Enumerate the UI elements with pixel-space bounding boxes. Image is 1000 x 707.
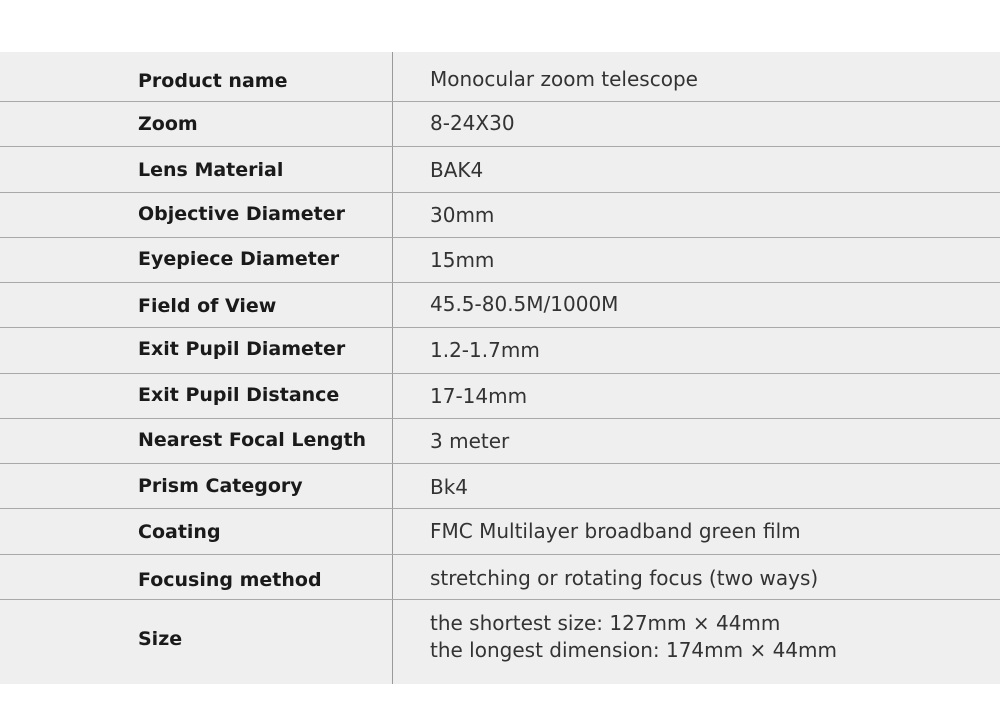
- spec-label: Exit Pupil Diameter: [138, 338, 346, 360]
- spec-table: [0, 52, 1000, 684]
- spec-label: Field of View: [138, 295, 277, 317]
- spec-label: Prism Category: [138, 475, 303, 497]
- spec-label: Zoom: [138, 113, 198, 135]
- spec-value: 45.5-80.5M/1000M: [430, 292, 619, 316]
- spec-value: 15mm: [430, 248, 495, 272]
- spec-value: 1.2-1.7mm: [430, 338, 540, 362]
- spec-row-exit-pupil-distance: [0, 374, 1000, 419]
- spec-row-focusing-method: [0, 555, 1000, 600]
- spec-row-prism-category: [0, 464, 1000, 509]
- spec-row-eyepiece-diameter: [0, 238, 1000, 283]
- spec-value: Monocular zoom telescope: [430, 67, 698, 91]
- spec-value-line: the shortest size: 127mm × 44mm: [430, 611, 781, 635]
- spec-value: Bk4: [430, 475, 469, 499]
- spec-row-objective-diameter: [0, 193, 1000, 238]
- spec-value-line: the longest dimension: 174mm × 44mm: [430, 638, 837, 662]
- spec-value: 3 meter: [430, 429, 510, 453]
- spec-label: Eyepiece Diameter: [138, 248, 340, 270]
- spec-label: Focusing method: [138, 569, 322, 591]
- spec-value: stretching or rotating focus (two ways): [430, 566, 819, 590]
- spec-value: BAK4: [430, 158, 484, 182]
- spec-row-coating: [0, 509, 1000, 555]
- spec-row-field-of-view: [0, 283, 1000, 328]
- spec-value: 30mm: [430, 203, 495, 227]
- spec-row-exit-pupil-diameter: [0, 328, 1000, 374]
- spec-row-product-name: [0, 52, 1000, 102]
- spec-value: FMC Multilayer broadband green film: [430, 519, 801, 543]
- spec-value: [430, 610, 837, 664]
- spec-row-lens-material: [0, 147, 1000, 193]
- spec-label: Objective Diameter: [138, 203, 346, 225]
- spec-value: 17-14mm: [430, 384, 528, 408]
- spec-value: 8-24X30: [430, 111, 515, 135]
- spec-label: Size: [138, 628, 183, 650]
- spec-row-zoom: [0, 102, 1000, 147]
- spec-row-nearest-focal-length: [0, 419, 1000, 464]
- spec-row-size: [0, 600, 1000, 684]
- spec-label: Nearest Focal Length: [138, 429, 367, 451]
- spec-label: Coating: [138, 521, 221, 543]
- spec-label: Lens Material: [138, 159, 284, 181]
- spec-label: Exit Pupil Distance: [138, 384, 340, 406]
- spec-label: Product name: [138, 70, 288, 92]
